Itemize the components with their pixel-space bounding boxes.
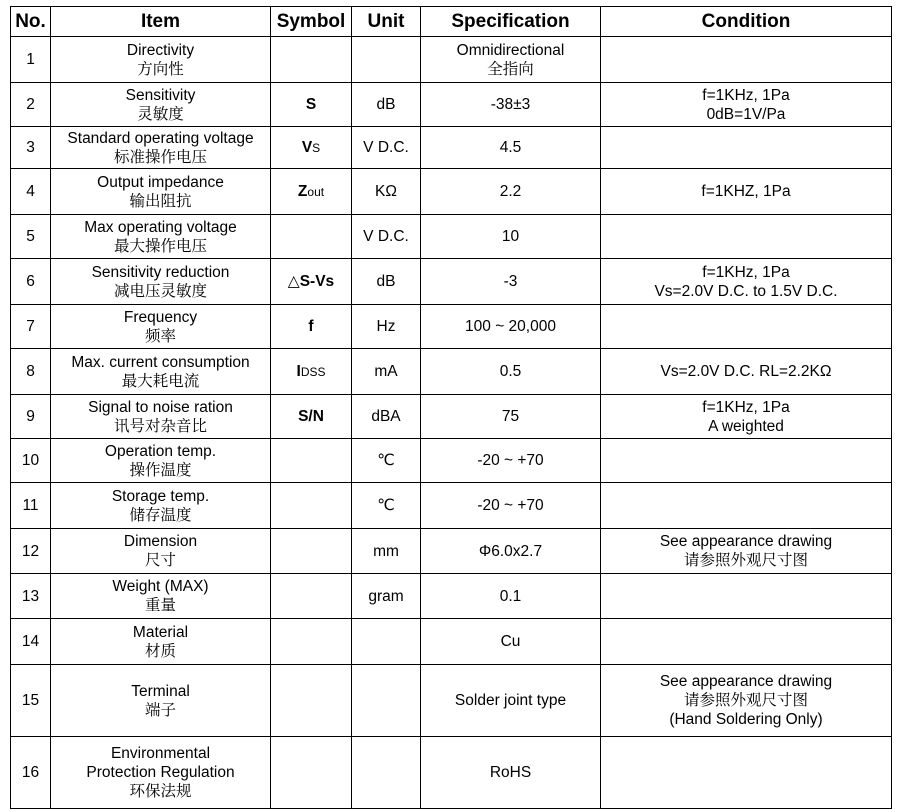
specification-cell xyxy=(421,305,601,349)
condition-cell xyxy=(601,349,892,395)
specification-line: Cu xyxy=(500,633,521,650)
symbol-cell xyxy=(271,395,352,439)
symbol-cell xyxy=(271,349,352,395)
symbol-main: △S-Vs xyxy=(287,272,335,290)
symbol-main: I xyxy=(296,362,301,380)
condition-cell xyxy=(601,619,892,665)
row-number: 12 xyxy=(11,529,51,574)
specification-cell xyxy=(421,83,601,127)
specification-line: 2.2 xyxy=(499,183,522,200)
specification-line: Omnidirectional xyxy=(456,41,565,59)
item-line: Environmental xyxy=(110,745,211,762)
specification-cell xyxy=(421,37,601,83)
specification-cell xyxy=(421,215,601,259)
item-name-en: Output impedance xyxy=(97,173,224,191)
symbol-cell xyxy=(271,215,352,259)
specification-cell xyxy=(421,395,601,439)
condition-line: f=1KHz, 1Pa xyxy=(702,263,790,281)
unit-cell: dBA xyxy=(352,395,421,439)
specification-line: 75 xyxy=(501,408,520,425)
condition-cell xyxy=(601,169,892,215)
symbol-cell xyxy=(271,665,352,737)
condition-cell xyxy=(601,259,892,305)
condition-cell xyxy=(601,305,892,349)
header-condition: Condition xyxy=(601,7,892,37)
condition-cell xyxy=(601,665,892,737)
symbol-cell xyxy=(271,619,352,665)
item-cell xyxy=(51,215,271,259)
table-row xyxy=(11,349,892,395)
header-item: Item xyxy=(51,7,271,37)
table-row xyxy=(11,619,892,665)
specification-cell xyxy=(421,483,601,529)
unit-cell: dB xyxy=(352,259,421,305)
condition-cell xyxy=(601,529,892,574)
item-name-en: Material xyxy=(132,623,189,641)
item-cell xyxy=(51,349,271,395)
condition-cell xyxy=(601,215,892,259)
symbol-main: S/N xyxy=(298,407,324,425)
header-no: No. xyxy=(11,7,51,37)
header-symbol: Symbol xyxy=(271,7,352,37)
table-row xyxy=(11,483,892,529)
specification-line: -20 ~ +70 xyxy=(477,497,544,514)
item-cell xyxy=(51,529,271,574)
condition-line: f=1KHz, 1Pa xyxy=(702,398,790,416)
item-name-cn: 方向性 xyxy=(137,60,184,78)
row-number: 4 xyxy=(11,169,51,215)
unit-cell: V D.C. xyxy=(352,127,421,169)
item-cell xyxy=(51,169,271,215)
symbol-cell xyxy=(271,737,352,809)
condition-cell xyxy=(601,127,892,169)
condition-line: 请参照外观尺寸图 xyxy=(683,552,808,569)
symbol-subscript: out xyxy=(307,184,325,199)
item-name-cn: 尺寸 xyxy=(144,552,176,569)
item-cell xyxy=(51,395,271,439)
symbol-subscript: S xyxy=(312,140,321,155)
item-name-en: Directivity xyxy=(126,41,195,59)
item-line: Protection Regulation xyxy=(86,764,235,781)
item-name-cn: 灵敏度 xyxy=(137,105,184,123)
unit-cell: dB xyxy=(352,83,421,127)
specification-line: 100 ~ 20,000 xyxy=(465,318,556,335)
row-number: 1 xyxy=(11,37,51,83)
table-row xyxy=(11,529,892,574)
specification-line: -3 xyxy=(503,273,518,290)
item-name-en: Frequency xyxy=(123,308,198,326)
specification-cell xyxy=(421,574,601,619)
condition-cell xyxy=(601,37,892,83)
item-cell xyxy=(51,574,271,619)
row-number: 2 xyxy=(11,83,51,127)
table-row xyxy=(11,37,892,83)
specification-line: 0.5 xyxy=(499,363,522,380)
header-unit: Unit xyxy=(352,7,421,37)
item-cell xyxy=(51,439,271,483)
item-cell xyxy=(51,619,271,665)
table-row xyxy=(11,574,892,619)
table-row xyxy=(11,737,892,809)
specification-cell xyxy=(421,169,601,215)
item-cell xyxy=(51,665,271,737)
item-name-cn: 标准操作电压 xyxy=(113,148,207,166)
condition-line: See appearance drawing xyxy=(659,673,833,690)
specification-cell xyxy=(421,439,601,483)
condition-cell xyxy=(601,483,892,529)
item-name-cn: 储存温度 xyxy=(129,506,192,524)
symbol-main: f xyxy=(308,317,314,335)
unit-cell: mm xyxy=(352,529,421,574)
symbol-cell xyxy=(271,169,352,215)
item-name-cn: 减电压灵敏度 xyxy=(113,282,207,300)
unit-cell xyxy=(352,619,421,665)
specification-cell xyxy=(421,665,601,737)
item-name-cn: 材质 xyxy=(144,642,176,660)
row-number: 10 xyxy=(11,439,51,483)
item-line: 环保法规 xyxy=(129,783,192,800)
symbol-cell xyxy=(271,305,352,349)
specification-cell xyxy=(421,127,601,169)
unit-cell: KΩ xyxy=(352,169,421,215)
item-name-cn: 最大操作电压 xyxy=(113,237,207,255)
specification-cell xyxy=(421,529,601,574)
item-cell xyxy=(51,127,271,169)
row-number: 9 xyxy=(11,395,51,439)
symbol-main: V xyxy=(301,138,313,156)
table-row xyxy=(11,215,892,259)
row-number: 3 xyxy=(11,127,51,169)
symbol-cell xyxy=(271,127,352,169)
table-body xyxy=(11,37,892,809)
symbol-cell xyxy=(271,574,352,619)
table-row xyxy=(11,259,892,305)
row-number: 5 xyxy=(11,215,51,259)
specification-line: RoHS xyxy=(489,764,532,781)
specification-line: -38±3 xyxy=(490,96,531,113)
row-number: 15 xyxy=(11,665,51,737)
symbol-cell xyxy=(271,259,352,305)
table-row xyxy=(11,127,892,169)
item-name-cn: 频率 xyxy=(144,327,176,345)
item-cell xyxy=(51,737,271,809)
specification-cell xyxy=(421,349,601,395)
row-number: 6 xyxy=(11,259,51,305)
row-number: 13 xyxy=(11,574,51,619)
specification-line: -20 ~ +70 xyxy=(477,452,544,469)
specification-line: Solder joint type xyxy=(454,692,567,709)
condition-line: A weighted xyxy=(708,417,784,435)
condition-cell xyxy=(601,395,892,439)
item-name-cn: 最大耗电流 xyxy=(121,372,200,390)
item-name-en: Signal to noise ration xyxy=(88,398,233,416)
item-name-cn: 重量 xyxy=(144,597,176,614)
row-number: 8 xyxy=(11,349,51,395)
unit-cell xyxy=(352,37,421,83)
unit-cell: gram xyxy=(352,574,421,619)
header-specification: Specification xyxy=(421,7,601,37)
row-number: 7 xyxy=(11,305,51,349)
row-number: 11 xyxy=(11,483,51,529)
symbol-cell xyxy=(271,439,352,483)
specification-line: 全指向 xyxy=(487,60,534,78)
specification-line: 10 xyxy=(501,228,520,245)
symbol-cell xyxy=(271,483,352,529)
condition-cell xyxy=(601,737,892,809)
specification-cell xyxy=(421,619,601,665)
item-name-cn: 讯号对杂音比 xyxy=(113,417,207,435)
item-name-en: Dimension xyxy=(123,533,198,550)
condition-line: Vs=2.0V D.C. to 1.5V D.C. xyxy=(654,282,838,300)
table-row xyxy=(11,169,892,215)
symbol-cell xyxy=(271,83,352,127)
item-cell xyxy=(51,259,271,305)
symbol-cell xyxy=(271,529,352,574)
item-name-en: Sensitivity xyxy=(125,86,196,104)
specification-cell xyxy=(421,259,601,305)
item-name-cn: 端子 xyxy=(144,701,176,719)
condition-cell xyxy=(601,83,892,127)
condition-cell xyxy=(601,439,892,483)
unit-cell xyxy=(352,665,421,737)
condition-line: 请参照外观尺寸图 xyxy=(683,692,808,709)
specification-table xyxy=(10,6,892,809)
row-number: 14 xyxy=(11,619,51,665)
item-name-en: Operation temp. xyxy=(104,442,217,460)
item-name-cn: 输出阻抗 xyxy=(129,192,192,210)
item-name-en: Terminal xyxy=(131,682,190,700)
table-row xyxy=(11,83,892,127)
table-row xyxy=(11,395,892,439)
condition-line: f=1KHz, 1Pa xyxy=(702,86,790,104)
item-name-en: Max operating voltage xyxy=(84,218,237,236)
symbol-subscript: DSS xyxy=(300,364,326,379)
item-name-en: Weight (MAX) xyxy=(112,578,209,595)
unit-cell: mA xyxy=(352,349,421,395)
symbol-main: Z xyxy=(297,182,308,200)
unit-cell: ℃ xyxy=(352,439,421,483)
item-name-en: Standard operating voltage xyxy=(67,129,254,147)
specification-line: 0.1 xyxy=(499,587,522,605)
unit-cell: V D.C. xyxy=(352,215,421,259)
item-name-en: Storage temp. xyxy=(111,487,210,505)
condition-cell xyxy=(601,574,892,619)
condition-line: (Hand Soldering Only) xyxy=(669,711,823,728)
item-cell xyxy=(51,37,271,83)
condition-line: 0dB=1V/Pa xyxy=(706,105,786,123)
item-name-en: Max. current consumption xyxy=(71,353,250,371)
unit-cell: ℃ xyxy=(352,483,421,529)
table-row xyxy=(11,665,892,737)
item-cell xyxy=(51,483,271,529)
item-cell xyxy=(51,83,271,127)
header-row xyxy=(11,7,892,37)
item-name-cn: 操作温度 xyxy=(129,461,192,479)
table-row xyxy=(11,439,892,483)
specification-line: 4.5 xyxy=(499,139,522,156)
unit-cell: Hz xyxy=(352,305,421,349)
condition-line: Vs=2.0V D.C. RL=2.2KΩ xyxy=(660,363,832,380)
symbol-main: S xyxy=(305,95,317,113)
specification-cell xyxy=(421,737,601,809)
condition-line: f=1KHZ, 1Pa xyxy=(701,183,791,200)
item-cell xyxy=(51,305,271,349)
condition-line: See appearance drawing xyxy=(659,533,833,550)
unit-cell xyxy=(352,737,421,809)
symbol-cell xyxy=(271,37,352,83)
item-name-en: Sensitivity reduction xyxy=(91,263,230,281)
row-number: 16 xyxy=(11,737,51,809)
specification-line: Φ6.0x2.7 xyxy=(478,542,543,560)
table-row xyxy=(11,305,892,349)
